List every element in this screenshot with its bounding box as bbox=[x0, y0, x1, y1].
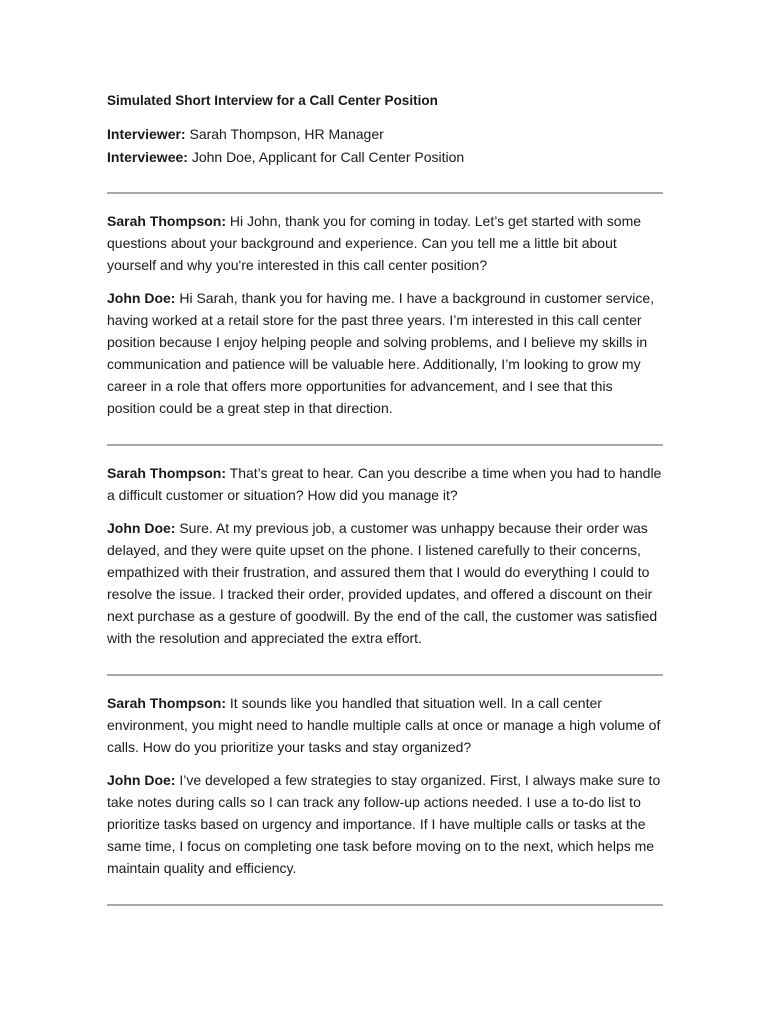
section-divider bbox=[107, 192, 663, 194]
interview-document bbox=[107, 90, 663, 906]
interviewee-value: John Doe, Applicant for Call Center Position bbox=[187, 148, 465, 165]
interviewee-speaker: John Doe: bbox=[107, 520, 176, 536]
answer-text: Sure. At my previous job, a customer was unhappy because their order was delayed, and they were quite upset on the phone. I listened carefully to their concerns, empathized with their frustration, and assured them that I would do everything I could to resolve the issue. I tracked their order, provided updates, and offered a discount on their next purchase as a gesture of goodwill. By the end of the call, the customer was satisfied with the resolution and appreciated the extra effort. bbox=[107, 520, 658, 646]
section-divider bbox=[107, 444, 663, 446]
document-title: Simulated Short Interview for a Call Center Position bbox=[107, 93, 438, 108]
answer-paragraph bbox=[107, 769, 663, 879]
question-paragraph bbox=[107, 692, 663, 758]
interviewee-speaker: John Doe: bbox=[107, 290, 176, 306]
answer-text: I’ve developed a few strategies to stay organized. First, I always make sure to take notes during calls so I can track any follow-up actions needed. I use a to-do list to prioritize tasks based on urgency and importance. If I have multiple calls or tasks at the same time, I focus on completing one task before moving on to the next, which helps me maintain quality and efficiency. bbox=[107, 772, 661, 876]
interviewer-label: Interviewer: bbox=[107, 126, 186, 142]
interviewee-label: Interviewee: bbox=[107, 148, 188, 165]
question-paragraph bbox=[107, 210, 663, 276]
question-text: That’s great to hear. Can you describe a time when you had to handle a difficult customer or situation? How did you manage it? bbox=[107, 465, 662, 503]
section-divider bbox=[107, 674, 663, 676]
question-text: It sounds like you handled that situation well. In a call center environment, you might need to handle multiple calls at once or manage a high volume of calls. How do you prioritize your tasks and stay organized? bbox=[107, 695, 661, 755]
interviewee-speaker: John Doe: bbox=[107, 772, 176, 788]
interviewer-line bbox=[107, 123, 663, 146]
answer-paragraph bbox=[107, 517, 663, 649]
section-divider bbox=[107, 904, 663, 906]
interviewer-speaker: Sarah Thompson: bbox=[107, 465, 227, 481]
answer-paragraph bbox=[107, 287, 663, 419]
interviewer-value: Sarah Thompson, HR Manager bbox=[185, 126, 384, 142]
question-paragraph bbox=[107, 462, 663, 506]
interviewer-speaker: Sarah Thompson: bbox=[107, 695, 227, 711]
interviewee-line bbox=[107, 146, 663, 169]
answer-text: Hi Sarah, thank you for having me. I have a background in customer service, having worked at a retail store for the past three years. I’m interested in this call center position because I enjoy helping people and solving problems, and I believe my skills in communication and patience will be valuable here. Additionally, I’m looking to grow my career in a role that offers more opportunities for advancement, and I see that this position could be a great step in that direction. bbox=[107, 290, 655, 416]
question-text: Hi John, thank you for coming in today. Let’s get started with some questions about your background and experience. Can you tell me a little bit about yourself and why you're interested in this call center position? bbox=[107, 213, 642, 273]
interviewer-speaker: Sarah Thompson: bbox=[107, 213, 227, 229]
